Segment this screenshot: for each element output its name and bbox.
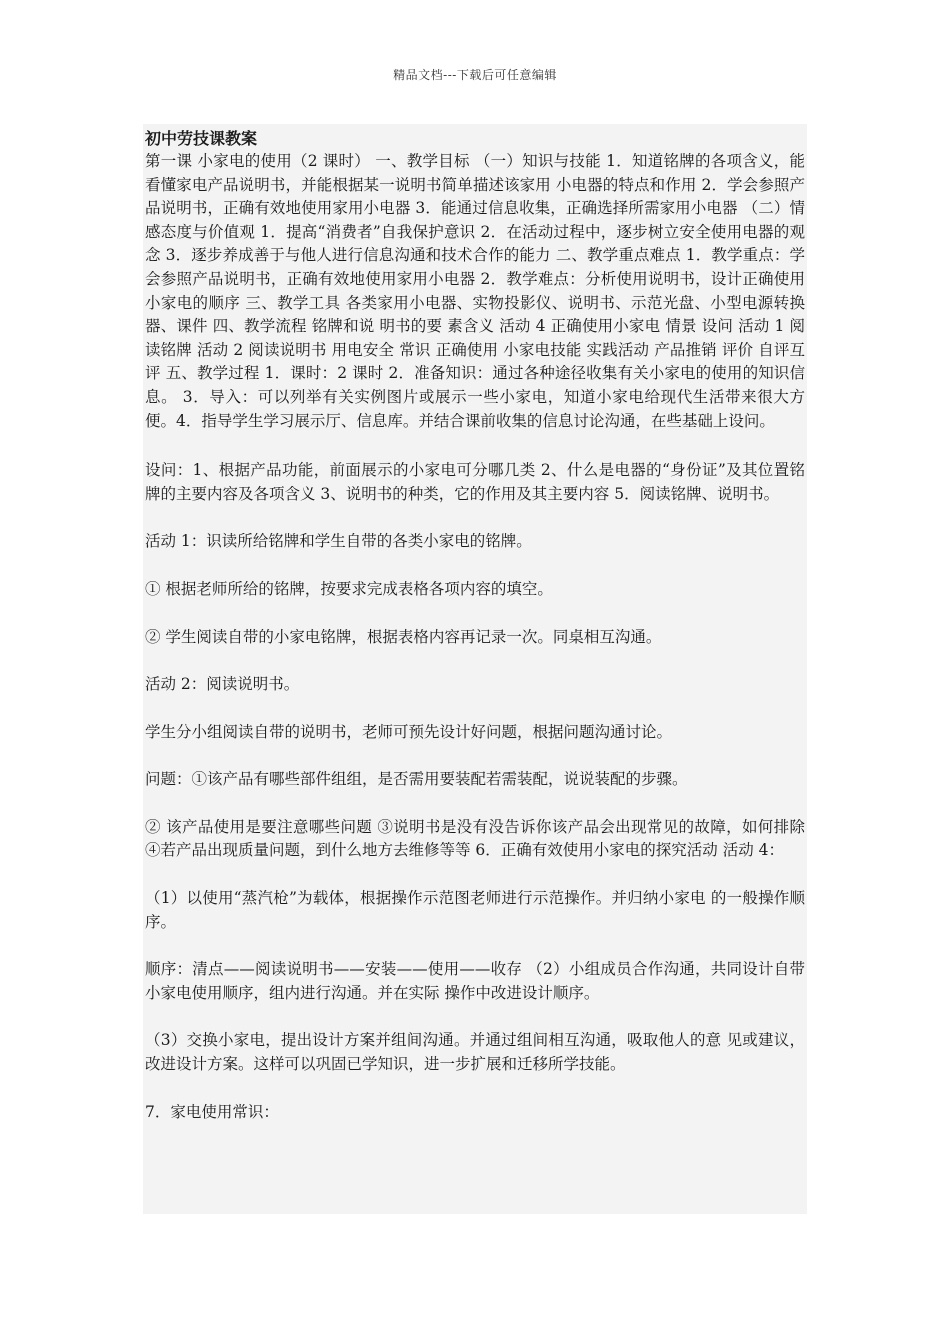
document-title: 初中劳技课教案	[145, 129, 258, 148]
paragraph-operation-order: 顺序：清点——阅读说明书——安装——使用——收存 （2）小组成员合作沟通，共同设计自带小家电使用顺序，组内进行沟通。并在实际 操作中改进设计顺序。	[145, 960, 805, 1002]
paragraph-lesson-overview: 第一课 小家电的使用（2 课时） 一、教学目标 （一）知识与技能 1．知道铭牌的各项含义，能看懂家电产品说明书，并能根据某一说明书简单描述该家用 小电器的特点和作用 2．学会参照产品说明书，正确有效地使用家用小电器 3．能通过信息收集，正确选择所需家用小电器 （二）情感态度与价值观 1．提高“消费者”自我保护意识 2．在活动过程中，逐步树立安全使用电器的观念 3．逐步养成善于与他人进行信息沟通和技术合作的能力 二、教学重点难点 1．教学重点：学会参照产品说明书，正确有效地使用家用小电器 2．教学难点：分析使用说明书，设计正确使用小家电的顺序 三、教学工具 各类家用小电器、实物投影仪、说明书、示范光盘、小型电源转换器、课件 四、教学流程 铭牌和说 明书的要 素含义 活动 4 正确使用小家电 情景 设问 活动 1 阅读铭牌 活动 2 阅读说明书 用电安全 常识 正确使用 小家电技能 实践活动 产品推销 评价 自评互评 五、教学过程 1．课时：2 课时 2．准备知识：通过各种途径收集有关小家电的使用的知识信息。 3．导入：可以列举有关实例图片或展示一些小家电，知道小家电给现代生活带来很大方便。4．指导学生学习展示厅、信息库。并结合课前收集的信息讨论沟通，在些基础上设问。	[145, 152, 805, 430]
paragraph-activity-4-step-1: （1）以使用“蒸汽枪”为载体，根据操作示范图老师进行示范操作。并归纳小家电 的一般操作顺序。	[145, 889, 805, 931]
paragraph-activity-2: 活动 2：阅读说明书。	[145, 675, 300, 694]
paragraph-appliance-tips-heading: 7．家电使用常识：	[145, 1102, 279, 1121]
paragraph-activity-1-step-1: ① 根据老师所给的铭牌，按要求完成表格各项内容的填空。	[145, 579, 553, 598]
paragraph-questions: 设问：1、根据产品功能，前面展示的小家电可分哪几类 2、什么是电器的“身份证”及其位置铭牌的主要内容及各项含义 3、说明书的种类，它的作用及其主要内容 5．阅读铭牌、说明书。	[145, 461, 805, 503]
paragraph-activity-2-desc: 学生分小组阅读自带的说明书，老师可预先设计好问题，根据问题沟通讨论。	[145, 722, 673, 741]
paragraph-activity-1-step-2: ② 学生阅读自带的小家电铭牌，根据表格内容再记录一次。同桌相互沟通。	[145, 627, 662, 646]
paragraph-problem-list: 问题：①该产品有哪些部件组组，是否需用要装配若需装配，说说装配的步骤。	[145, 770, 688, 789]
page-header-watermark: 精品文档---下载后可任意编辑	[393, 68, 557, 82]
paragraph-problem-list-continued: ② 该产品使用是要注意哪些问题 ③说明书是没有没告诉你该产品会出现常见的故障，如何排除 ④若产品出现质量问题，到什么地方去维修等等 6．正确有效使用小家电的探究活动 活动 4：	[145, 817, 805, 860]
paragraph-activity-4-step-3: （3）交换小家电，提出设计方案并组间沟通。并通过组间相互沟通，吸取他人的意 见或建议，改进设计方案。这样可以巩固已学知识，进一步扩展和迁移所学技能。	[145, 1031, 805, 1074]
document-body	[143, 124, 807, 1214]
paragraph-activity-1: 活动 1：识读所给铭牌和学生自带的各类小家电的铭牌。	[145, 532, 532, 551]
